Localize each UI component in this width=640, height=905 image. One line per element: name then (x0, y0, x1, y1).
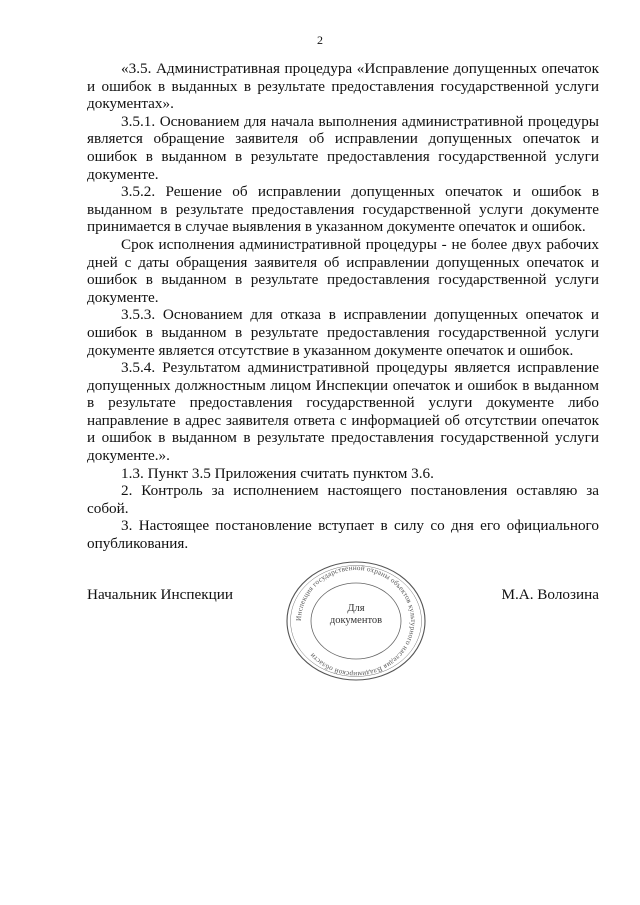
paragraph-3-5-2: 3.5.2. Решение об исправлении допущенных опечаток и ошибок в выданном в результате предоставления государственной услуги документе принимается в случае выявления в указанном документе опечаток и ошибок. (87, 183, 599, 236)
paragraph-deadline: Срок исполнения административной процедуры - не более двух рабочих дней с даты обращения заявителя об исправлении допущенных опечаток и ошибок в выданном в результате предоставления государственной услуги документе. (87, 235, 599, 306)
stamp-center-line1: Для (347, 603, 365, 614)
paragraph-3-5-4: 3.5.4. Результатом административной процедуры является исправление допущенных должностным лицом Инспекции опечаток и ошибок в выданном в результате предоставления государственной услуги документе либо направление в адрес заявителя ответа с информацией об отсутствии опечаток и ошибок в выданном в результате предоставления государственной услуги документе.». (87, 359, 599, 465)
paragraph-1-3: 1.3. Пункт 3.5 Приложения считать пунктом 3.6. (121, 464, 434, 482)
paragraph-3-5-1: 3.5.1. Основанием для начала выполнения административной процедуры является обращение заявителя об исправлении допущенных опечаток и ошибок в выданном в результате предоставления государственной услуги документе. (87, 112, 599, 183)
official-stamp-seal (283, 559, 429, 683)
signatory-position: Начальник Инспекции (87, 586, 234, 603)
page-number: 2 (317, 33, 323, 47)
stamp-ring-text: Инспекция государственной охраны объектов культурного наследия Владимирской области (294, 563, 418, 679)
paragraph-3-5-3: 3.5.3. Основанием для отказа в исправлении допущенных опечаток и ошибок в выданном в результате предоставления государственной услуги документе является отсутствие в указанном документе опечаток и ошибок. (87, 306, 599, 359)
signatory-name: М.А. Волозина (501, 586, 599, 603)
paragraph-3: 3. Настоящее постановление вступает в силу со дня его официального опубликования. (87, 517, 599, 553)
paragraph-3-5-title: «3.5. Административная процедура «Исправление допущенных опечаток и ошибок в выданных в результате предоставления государственной услуги документах». (87, 60, 599, 113)
stamp-center-line2: документов (329, 615, 383, 626)
stamp-center-text (283, 603, 429, 627)
document-body (87, 60, 599, 553)
paragraph-2: 2. Контроль за исполнением настоящего постановления оставляю за собой. (87, 482, 599, 517)
